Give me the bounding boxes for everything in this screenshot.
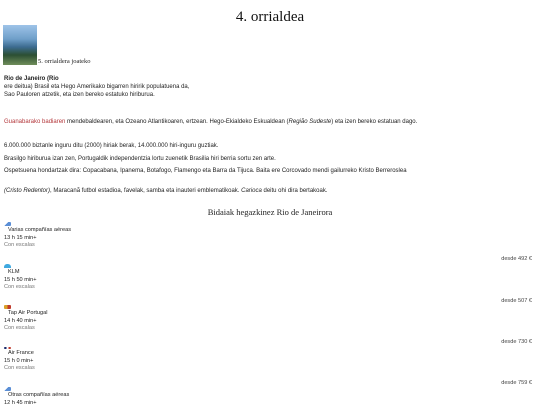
- flight-duration: 12 h 45 min+: [4, 399, 37, 406]
- flight-offer[interactable]: [4, 222, 534, 262]
- flight-price[interactable]: desde 730 €: [501, 339, 532, 345]
- rio-thumbnail-image[interactable]: [3, 25, 37, 65]
- flight-duration: 15 h 50 min+: [4, 276, 37, 283]
- region-name: Região Sudeste: [288, 119, 332, 125]
- flight-stops: Con escalas: [4, 284, 35, 291]
- population-line: 6.000.000 biztanle inguru ditu (2000) hiriak berak, 14.000.000 hiri-inguru guztiak.: [4, 143, 219, 149]
- intro-line: Sao Pauloren atzetik, eta izen bereko estatuko hiriburua.: [4, 92, 155, 99]
- page-title: 4. orrialdea: [235, 9, 305, 25]
- carrier-name: Tap Air Portugal: [8, 310, 48, 316]
- carioca-word: Carioca: [241, 188, 262, 194]
- flight-price[interactable]: desde 507 €: [501, 298, 532, 304]
- flight-offer[interactable]: [4, 387, 534, 407]
- flight-duration: 14 h 40 min+: [4, 317, 37, 324]
- landmarks-text: deitu ohi dira bertakoak.: [261, 188, 328, 194]
- flight-offer[interactable]: [4, 264, 534, 304]
- population-paragraph: [4, 142, 534, 150]
- airline-logo-icon: [4, 347, 11, 349]
- landmarks-paragraph: [4, 187, 534, 195]
- flight-price[interactable]: desde 492 €: [501, 256, 532, 262]
- flight-stops: Con escalas: [4, 242, 35, 249]
- capital-line: Brasilgo hiriburua izan zen, Portugaldik independentzia lortu zuenetik Brasilia hiri berria sortu zen arte.: [4, 156, 276, 162]
- carrier-name: Varias compañías aéreas: [8, 227, 72, 233]
- flight-stops: Con escalas: [4, 325, 35, 332]
- guanabara-bay-link[interactable]: Guanabarako badiaren: [4, 119, 66, 125]
- airline-logo-icon: [4, 387, 11, 391]
- city-title: Rio de Janeiro (Rio: [4, 76, 59, 82]
- flight-price[interactable]: desde 759 €: [501, 380, 532, 386]
- capital-paragraph: [4, 155, 534, 163]
- geo-text: mendebaldearen, eta Ozeano Atlantikoaren, ertzean. Hego-Ekialdeko Eskualdean (: [65, 119, 289, 125]
- intro-paragraph: [4, 75, 534, 100]
- next-page-link[interactable]: [3, 25, 91, 65]
- intro-line: ere deitua) Brasil eta Hego Amerikako bigarren hiririk populatuena da,: [4, 84, 190, 91]
- airline-logo-icon: [4, 305, 11, 309]
- flight-offer[interactable]: [4, 346, 534, 386]
- landmarks-text: , Maracanã futbol estadioa, favelak, samba eta inauteri emblematikoak.: [50, 188, 242, 194]
- carrier-name: Air France: [8, 350, 34, 356]
- flight-duration: 13 h 15 min+: [4, 234, 37, 241]
- airline-logo-icon: [4, 222, 11, 226]
- next-page-caption[interactable]: 5. orrialdera joateko: [38, 58, 91, 65]
- flight-stops: Con escalas: [4, 365, 35, 372]
- flight-duration: 15 h 0 min+: [4, 357, 34, 364]
- carrier-name: KLM: [8, 269, 20, 275]
- carrier-name: Otras compañías aéreas: [8, 392, 70, 398]
- landmarks-text: (Cristo Redentor): [4, 188, 51, 194]
- geography-paragraph: [4, 118, 534, 126]
- beaches-paragraph: [4, 167, 534, 175]
- flight-offer[interactable]: [4, 305, 534, 345]
- airline-logo-icon: [4, 264, 11, 268]
- flights-section-title: Bidaiak hegazkinez Rio de Janeirora: [207, 207, 333, 217]
- geo-text: ) eta izen bereko estatuan dago.: [331, 119, 418, 125]
- beaches-line: Ospetsuena hondartzak dira: Copacabana, Ipanema, Botafogo, Flamengo eta Barra da Tijuca. Baita ere Corcovado mendi gailurreko Kristo Berreroslea: [4, 168, 407, 174]
